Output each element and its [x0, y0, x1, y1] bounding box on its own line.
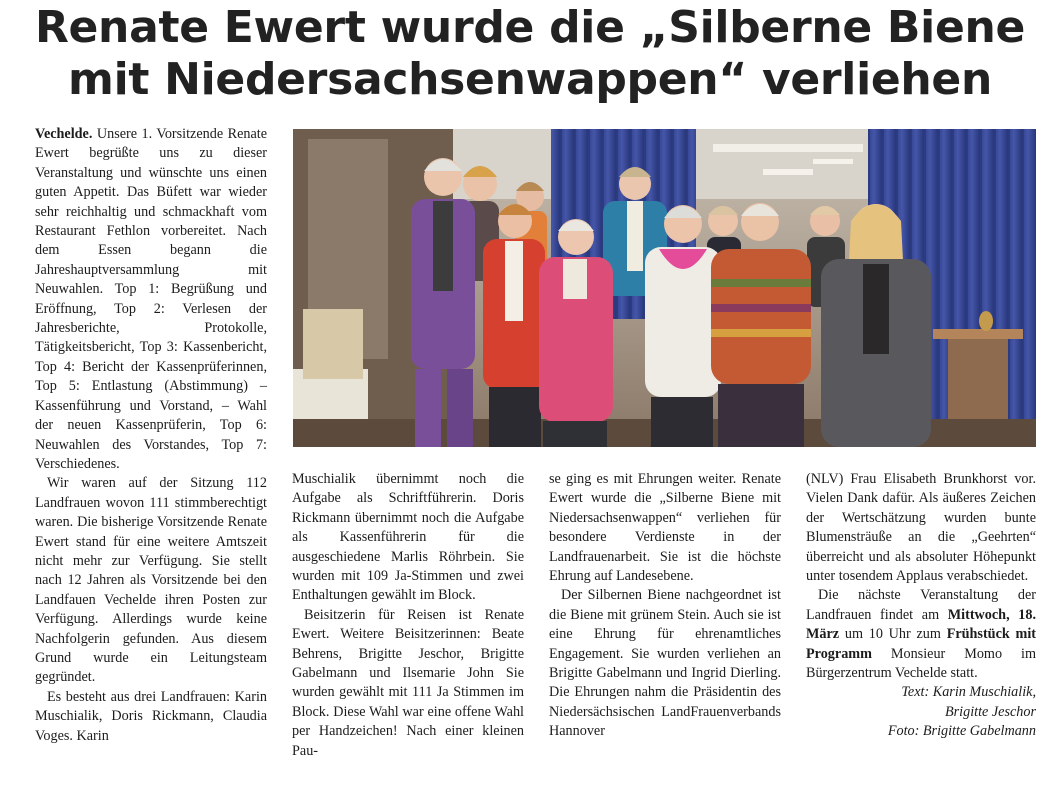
headline: [0, 2, 1060, 106]
article-paragraph: Muschialik übernimmt noch die Aufgabe als Schriftführerin. Doris Rickmann übernimmt noch die Aufgabe als Kassenführerin für die ausgeschiedene Marlis Röhrbein. Sie wurden mit 109 Ja-Stimmen und zwei Enthaltungen gewählt im Block.: [292, 471, 524, 604]
article-paragraph: Beisitzerin für Reisen ist Renate Ewert. Weitere Beisitzerinnen: Beate Behrens, Brigitte Jeschor, Brigitte Gabelmann und Ilsemarie John Sie wurden gewählt mit 111 Ja Stimmen im Block. Diese Wahl war eine offene Wahl per Handzeichen! Nach einer kleinen Pau-: [292, 606, 524, 759]
headline-line-1: Renate Ewert wurde die „Silberne Biene: [34, 2, 1026, 53]
group-photo-icon: [293, 129, 1036, 447]
article-column-4: [806, 470, 1036, 742]
event-announcement: [806, 586, 1036, 683]
article-text: Unsere 1. Vorsitzende Renate Ewert begrüßte uns zu dieser Veranstaltung und wünschte uns einen guten Appetit. Das Büfett war wieder sehr reichhaltig und schmackhaft vom Restaurant Fethlon vorbereitet. Nach dem Essen begann die Jahreshauptversammlung mit Neuwahlen. Top 1: Begrüßung und Eröffnung, Top 2: Verlesen der Jahresberichte, Protokolle, Tätigkeitsbericht, Top 3: Kassenbericht, Top 4: Bericht der Kassenprüferinnen, Top 5: Entlastung (Abstimmung) – Kassenführung und Vorstand, – Wahl der neuen Kassenprüferin, Top 6: Neuwahlen des Vorstandes, Top 7: Verschiedenes.: [35, 126, 267, 472]
article-paragraph: (NLV) Frau Elisabeth Brunkhorst vor. Vielen Dank dafür. Als äußeres Zeichen der Wertschätzung wurden bunte Blumensträuße an die „Geehrten“ überreicht und als absoluter Höhepunkt unter tosendem Applaus verabschiedet.: [806, 471, 1036, 585]
article-paragraph: Der Silbernen Biene nachgeordnet ist die Biene mit grünem Stein. Auch sie ist eine Ehrung für ehrenamtliches Engagement. Sie wurden verliehen an Brigitte Gabelmann und Ingrid Dierling. Die Ehrungen nahm die Präsidentin des Niedersächsischen LandFrauenverbands Hannover: [549, 587, 781, 740]
article-paragraph: [35, 125, 267, 474]
announcement-text: Die nächste Veranstaltung der Landfrauen findet am: [806, 587, 1036, 623]
headline-line-2: mit Niedersachsenwappen“ verliehen: [68, 54, 992, 105]
article-column-1: [35, 125, 267, 746]
announcement-text: Monsieur Momo im Bürgerzentrum Vechelde statt.: [806, 645, 1036, 682]
photo-credit: Foto: Brigitte Gabelmann: [887, 723, 1036, 740]
announcement-text: um 10 Uhr zum: [839, 626, 947, 643]
article-paragraph: Es besteht aus drei Landfrauen: Karin Muschialik, Doris Rickmann, Claudia Voges. Karin: [35, 688, 267, 744]
event-title: Frühstück mit Programm: [806, 626, 1036, 662]
group-photo: [293, 129, 1036, 447]
article-paragraph: se ging es mit Ehrungen weiter. Renate Ewert wurde die „Silberne Biene mit Niedersachsenwappen“ verliehen für besondere Verdienste in der Landfrauenarbeit. Sie ist die höchste Ehrung auf Landesebene.: [549, 471, 781, 585]
event-date: Mittwoch, 18. März: [806, 606, 1037, 643]
dateline: Vechelde.: [35, 126, 93, 142]
article-column-2: [292, 470, 524, 761]
text-credit: Brigitte Jeschor: [944, 703, 1036, 720]
article-column-3: [549, 470, 781, 742]
text-credit: Text: Karin Muschialik,: [901, 684, 1036, 701]
article-paragraph: Wir waren auf der Sitzung 112 Landfrauen wovon 111 stimmberechtigt waren. Die bisherige Vorsitzende Renate Ewert stand für eine weitere Amtszeit nicht mehr zur Verfügung. Sie stellt nach 12 Jahren als Vorsitzende bei den Landfauen Vechelde ihren Posten zur Verfügung. Allerdings wurde keine Nachfolgerin gefunden. Aus diesem Grund wurde ein Leitungsteam gegründet.: [35, 475, 267, 686]
